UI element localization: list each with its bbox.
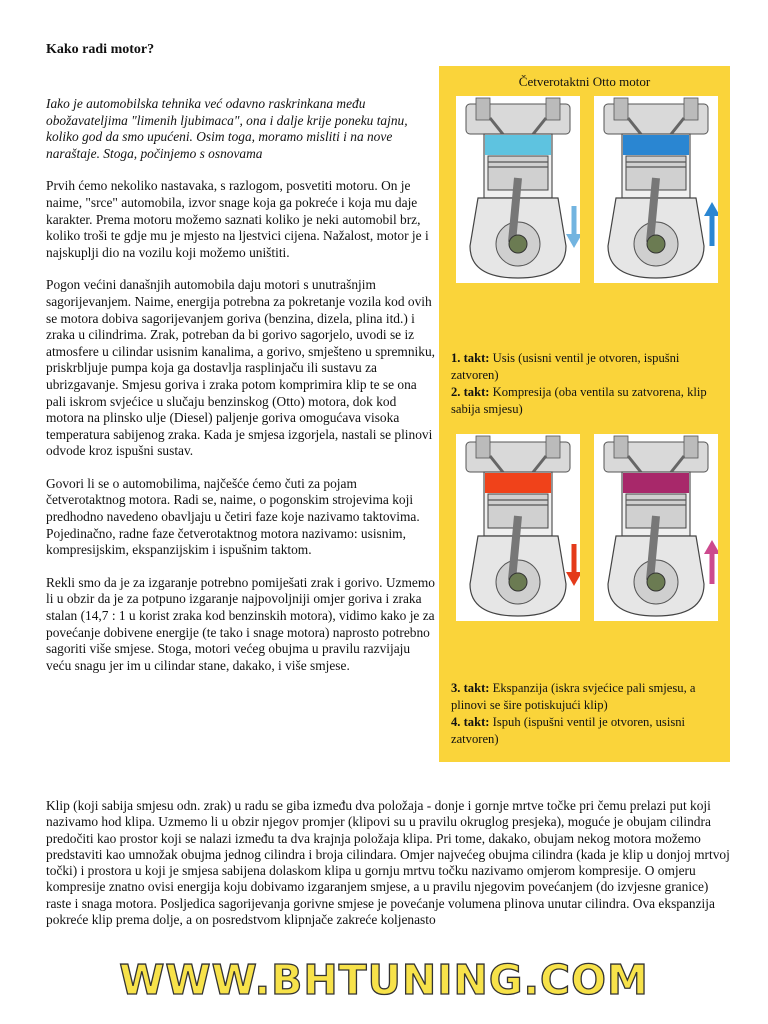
intake-charge xyxy=(485,135,551,155)
bottom-paragraph: Klip (koji sabija smjesu odn. zrak) u radu se giba između dva položaja - donje i gornje mrtve točke pri čemu prelazi put koji nazivamo hod klipa. Uzmemo li u obzir njegov promjer (klipovi su u pravilu okruglog presjeka), moguće je obujam cilindra predočiti kao prostor koji se nalazi između ta dva krajnja položaja klipa. Pri tome, dakako, obujam nekog motora možemo predstaviti kao umnožak obujma jednog cilindra i broja cilindara. Omjer najvećeg obujma cilindra (kada je klip u donjoj mrtvoj točki) i prostora u koji je smjesa sabijena dolaskom klipa u gornju mrtvu točku nazivamo omjerom kompresije. O omjeru kompresije znatno ovisi energija koju dobivamo izgaranjem smjese, a u pravilu njegovim povećanjem (do izvjesne granice) raste i snaga motora. Posljedica sagorijevanja gorivne smjese je povećanje volumena plinova unutar cilindra. Ova ekspanzija pokreće klip prema dolje, a on posredstvom klipnjače zakreće koljenasto xyxy=(46,798,730,928)
stroke-3-text: Ekspanzija (iskra svjećice pali smjesu, a plinovi se šire potiskujući klip) xyxy=(451,681,696,712)
body-paragraph: Pogon većini današnjih automobila daju motori s unutrašnjim sagorijevanjem. Naime, energija potrebna za pokretanje vozila kod ovih se motora dobiva sagorijevanjem goriva (benzina, dizela, plina itd.) i zraka u cilindrima. Zrak, potreban da bi gorivo sagorjelo, uvodi se iz atmosfere u cilindar usisnim kanalima, a gorivo, smješteno u spremniku, priskrbljuje pumpa koja ga dostavlja rasplinjaču ili sustavu za ubrizgavanje. Smjesu goriva i zraka potom komprimira klip te se ona pali iskrom svjećice u slučaju benzinskog (Otto) motora, dok kod motora na plinsko ulje (Diesel) paljenje goriva omogućava visoka temperatura sabijenog zraka. Kada je smjesa izgorjela, nastali se plinovi odvode kroz ispušni sustav. xyxy=(46,277,435,459)
arrow-down-icon xyxy=(566,544,580,586)
arrow-down-icon xyxy=(566,206,580,248)
body-paragraph: Prvih ćemo nekoliko nastavaka, s razlogom, posvetiti motoru. On je naime, "srce" automobila, izvor snage koja ga pokreće i koja mu daje karakter. Prema motoru možemo saznati koliko je neki automobil brz, koliko troši te gdje mu je mjesto na ljestvici cijena. Nažalost, motor je i najskuplji dio na vozilu koji možemo uništiti. xyxy=(46,178,429,260)
article-title: Kako radi motor? xyxy=(46,42,155,57)
engine-diagram-expansion xyxy=(456,434,580,621)
stroke-1 xyxy=(451,350,723,384)
stroke-description-1-2 xyxy=(451,350,723,418)
compression-charge xyxy=(623,135,689,155)
otto-engine-panel xyxy=(439,66,730,762)
stroke-4 xyxy=(451,714,723,748)
engine-diagram-compression xyxy=(594,96,718,283)
stroke-description-3-4 xyxy=(451,680,723,748)
arrow-up-icon xyxy=(704,202,718,246)
panel-caption: Četverotaktni Otto motor xyxy=(518,74,651,89)
arrow-up-icon xyxy=(704,540,718,584)
stroke-4-label: 4. takt: xyxy=(451,715,490,729)
stroke-2-label: 2. takt: xyxy=(451,385,490,399)
intro-paragraph: Iako je automobilska tehnika već odavno raskrinkana među obožavateljima "limenih ljubimaca", ona i dalje krije poneku tajnu, koliko god da smo upućeni. Osim toga, moramo misliti i na nove naraštaje. Stoga, počinjemo s osnovama xyxy=(46,96,408,161)
stroke-4-text: Ispuh (ispušni ventil je otvoren, usisni zatvoren) xyxy=(451,715,686,746)
stroke-1-text: Usis (usisni ventil je otvoren, ispušni zatvoren) xyxy=(451,351,680,382)
stroke-2 xyxy=(451,384,723,418)
engine-diagram-exhaust xyxy=(594,434,718,621)
stroke-3 xyxy=(451,680,723,714)
engine-diagram-intake xyxy=(456,96,580,283)
body-paragraph: Govori li se o automobilima, najčešće ćemo čuti za pojam četverotaktnog motora. Radi se, naime, o pogonskim strojevima koji predhodno navedeno obavljaju u četiri faze koje nazivamo taktovima. Pojedinačno, radne faze četverotaktnog motora nazivamo: usisnim, kompresijskim, ekspanzijskim i ispušnim taktom. xyxy=(46,475,420,558)
site-url[interactable]: WWW.BHTUNING.COM xyxy=(119,956,649,1004)
article-column xyxy=(46,96,436,690)
stroke-1-label: 1. takt: xyxy=(451,351,490,365)
stroke-3-label: 3. takt: xyxy=(451,681,490,695)
body-paragraph: Rekli smo da je za izgaranje potrebno pomiješati zrak i gorivo. Uzmemo li u obzir da je za potpuno izgaranje najpovoljniji omjer goriva i zraka stalan (14,7 : 1 u korist zraka kod benzinskih motora), vidimo kako je za povećanje dobivene energije (te tako i snage motora) naprosto potrebno sagoriti više smjese. Stoga, motori većeg obujma u pravilu razvijaju veću snagu jer im u cilindar stane, dakako, i više smjese. xyxy=(46,574,435,673)
expansion-charge xyxy=(485,473,551,493)
exhaust-charge xyxy=(623,473,689,493)
stroke-2-text: Kompresija (oba ventila su zatvorena, klip sabija smjesu) xyxy=(451,385,707,416)
